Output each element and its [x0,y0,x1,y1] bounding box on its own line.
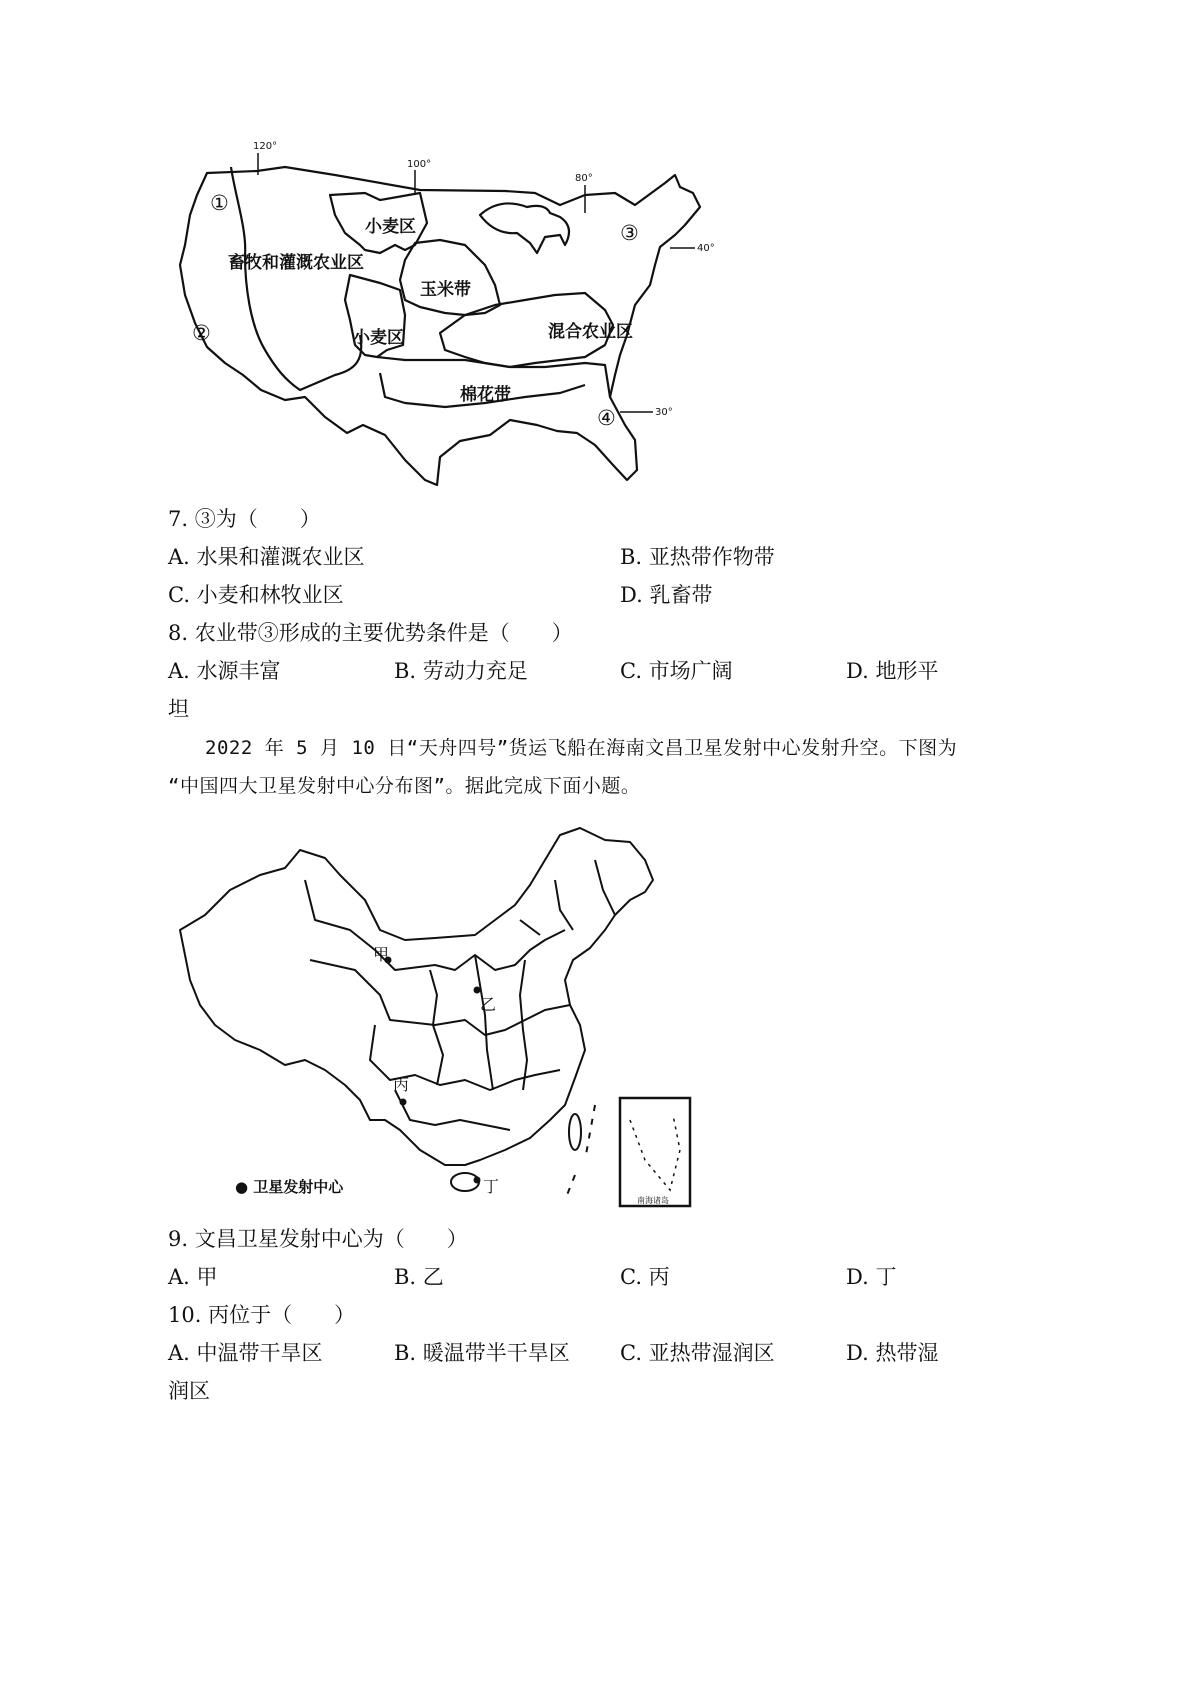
marker-1: ① [210,191,229,215]
map-legend: ● 卫星发射中心 [235,1178,344,1196]
china-outline [180,828,653,1165]
china-launch-center-map [175,820,715,1210]
site-yi-dot [474,987,481,994]
ranching-boundary [231,167,361,390]
q8-option-c: C. 市场广阔 [620,659,733,683]
corn-boundary [400,240,500,315]
lat-30-label: 30° [655,407,673,418]
region-ranching-label: 畜牧和灌溉农业区 [228,253,364,273]
q10-option-c: C. 亚热带湿润区 [620,1341,775,1365]
q7-stem: 7. ③为（ ） [168,507,321,531]
q7-option-d: D. 乳畜带 [620,583,713,607]
site-jia-label: 甲 [373,945,390,964]
passage-line-1: 2022 年 5 月 10 日“天舟四号”货运飞船在海南文昌卫星发射中心发射升空。下图为 [205,737,958,759]
lon-80-label: 80° [575,173,593,184]
q7-option-b: B. 亚热带作物带 [620,545,775,569]
q9-stem: 9. 文昌卫星发射中心为（ ） [168,1227,468,1251]
q10-option-d-continued: 润区 [168,1379,210,1403]
site-yi-label: 乙 [480,995,497,1014]
site-bing-dot [400,1099,407,1106]
inset-label: 南海诸岛 [637,1196,669,1205]
marker-2: ② [192,321,211,345]
region-wheat-south-label: 小麦区 [353,328,404,348]
region-mixed-label: 混合农业区 [548,322,633,342]
marker-3: ③ [620,221,639,245]
q10-stem: 10. 丙位于（ ） [168,1303,356,1327]
lon-120-label: 120° [253,141,278,152]
q7-option-c: C. 小麦和林牧业区 [168,583,344,607]
marker-4: ④ [597,406,616,430]
q8-option-d: D. 地形平 [846,659,939,683]
region-corn-label: 玉米带 [420,280,471,300]
q10-option-a: A. 中温带干旱区 [168,1341,323,1365]
region-cotton-label: 棉花带 [460,385,511,405]
q8-option-d-continued: 坦 [168,697,189,721]
great-lakes [480,203,569,253]
q7-option-a: A. 水果和灌溉农业区 [168,545,365,569]
site-ding-dot [474,1177,481,1184]
site-ding-label: 丁 [483,1177,500,1196]
q9-option-d: D. 丁 [846,1265,897,1289]
q10-option-d: D. 热带湿 [846,1341,939,1365]
q10-option-b: B. 暖温带半干旱区 [394,1341,570,1365]
q9-option-c: C. 丙 [620,1265,670,1289]
q8-option-a: A. 水源丰富 [168,659,281,683]
q9-option-a: A. 甲 [168,1265,218,1289]
q9-option-b: B. 乙 [394,1265,444,1289]
lon-100-label: 100° [407,159,432,170]
q8-stem: 8. 农业带③形成的主要优势条件是（ ） [168,621,573,645]
lat-40-label: 40° [697,243,715,254]
us-agriculture-map [165,135,725,500]
passage-line-2: “中国四大卫星发射中心分布图”。据此完成下面小题。 [168,775,641,797]
site-bing-label: 丙 [393,1075,410,1094]
taiwan-island [569,1114,581,1150]
region-wheat-north-label: 小麦区 [365,217,416,237]
q8-option-b: B. 劳动力充足 [394,659,528,683]
